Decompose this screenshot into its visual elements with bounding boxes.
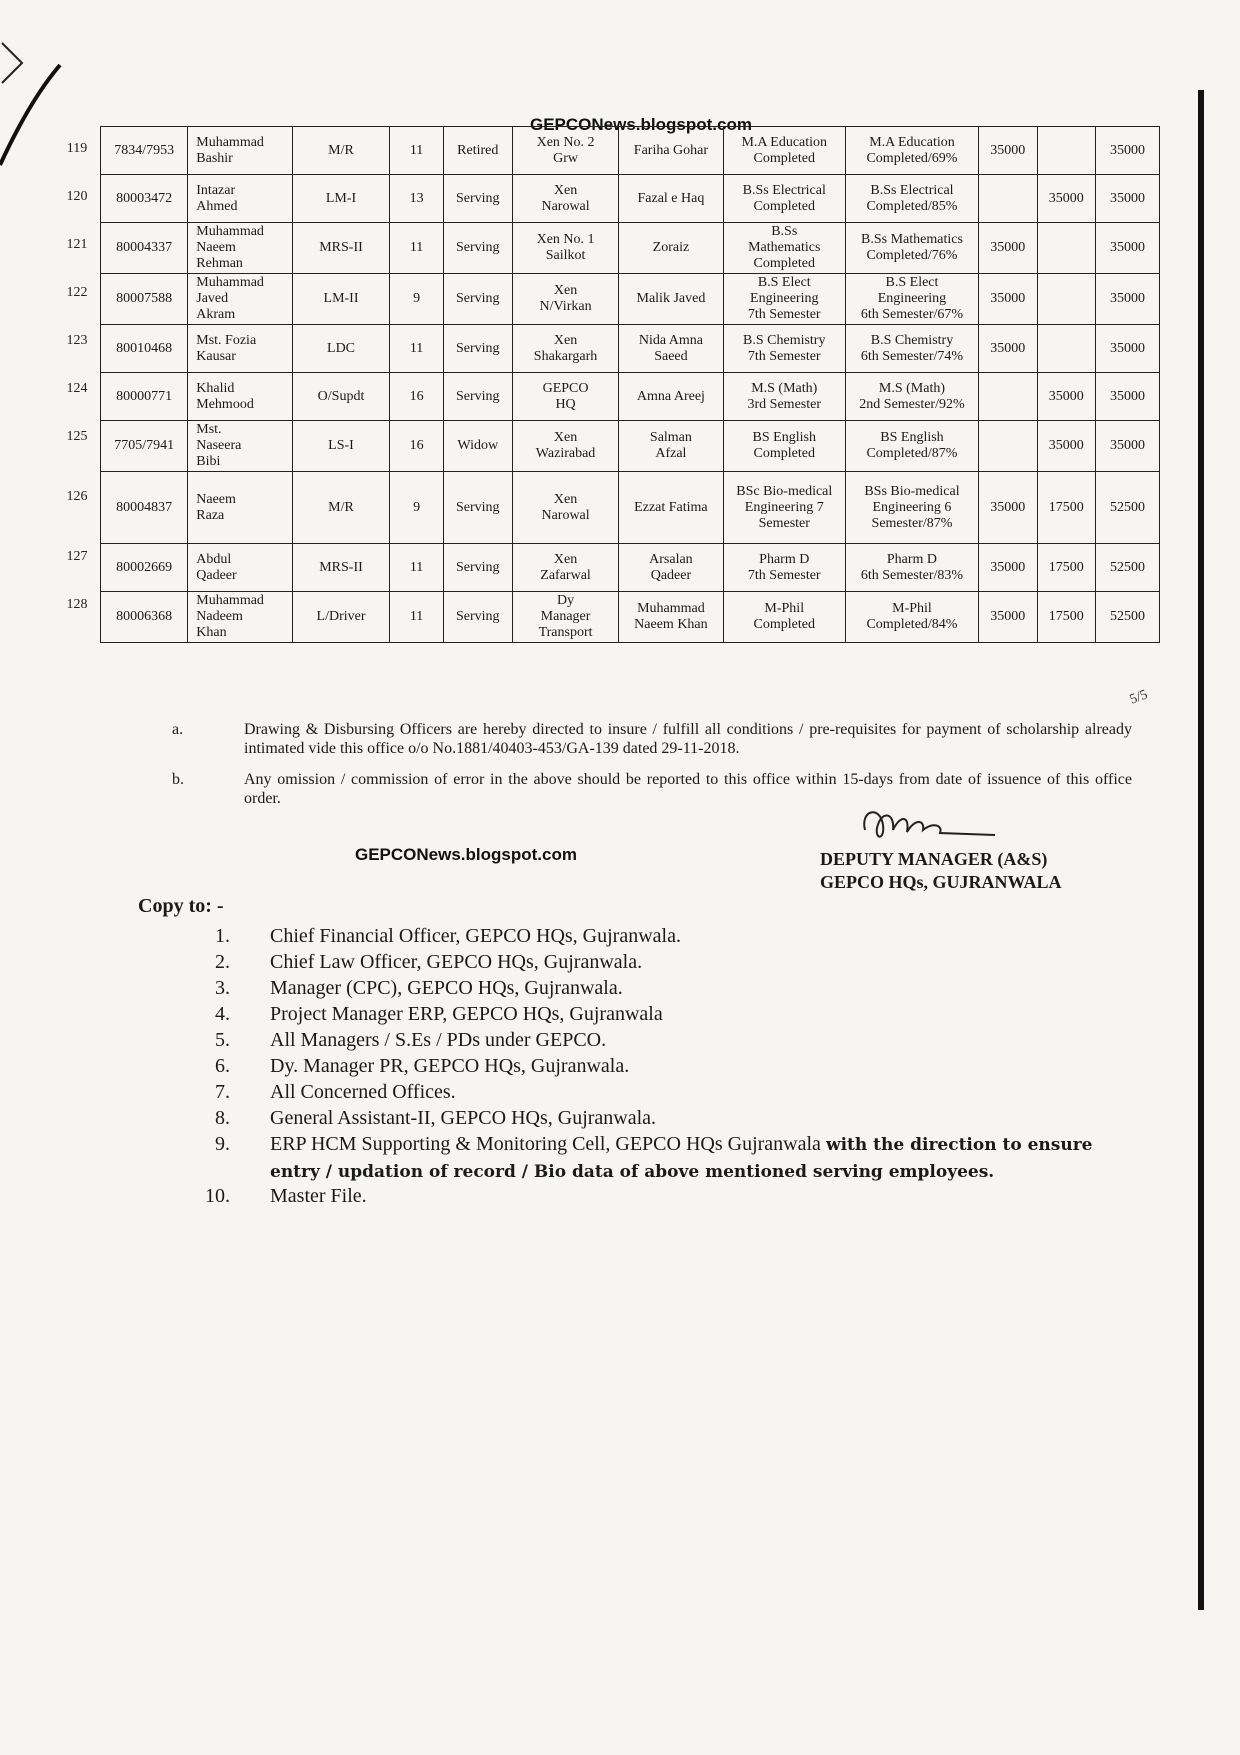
office: Xen Zafarwal xyxy=(512,544,618,592)
employee-name: Mst. Naseera Bibi xyxy=(188,421,292,472)
employee-code: 80006368 xyxy=(101,592,188,643)
watermark-middle: GEPCONews.blogspot.com xyxy=(355,845,577,864)
designation: L/Driver xyxy=(292,592,390,643)
scholarship-table xyxy=(100,126,1160,643)
amount-1: 35000 xyxy=(978,592,1037,643)
note-a xyxy=(172,720,1132,758)
child-name: Fariha Gohar xyxy=(619,127,723,175)
table-row xyxy=(101,127,1160,175)
office: Dy Manager Transport xyxy=(512,592,618,643)
row-number: 124 xyxy=(66,381,88,396)
amount-1: 35000 xyxy=(978,544,1037,592)
designation: LDC xyxy=(292,325,390,373)
total-amount: 35000 xyxy=(1096,127,1160,175)
qualification: BS English Completed xyxy=(723,421,845,472)
list-item: 3. Manager (CPC), GEPCO HQs, Gujranwala. xyxy=(215,977,623,999)
designation: M/R xyxy=(292,472,390,544)
child-name: Salman Afzal xyxy=(619,421,723,472)
employee-code: 80004837 xyxy=(101,472,188,544)
service-status: Serving xyxy=(443,592,512,643)
list-item-direction: with the direction to ensure entry / updation of record / Bio data of above mentioned serving employees. xyxy=(270,1135,1093,1182)
service-status: Serving xyxy=(443,175,512,223)
page-right-edge xyxy=(1198,90,1204,1610)
child-name: Amna Areej xyxy=(619,373,723,421)
row-number: 125 xyxy=(66,429,88,444)
designation: MRS-II xyxy=(292,223,390,274)
service-status: Serving xyxy=(443,223,512,274)
total-amount: 52500 xyxy=(1096,544,1160,592)
amount-1: 35000 xyxy=(978,223,1037,274)
list-item: 8. General Assistant-II, GEPCO HQs, Gujranwala. xyxy=(215,1107,657,1129)
total-amount: 52500 xyxy=(1096,472,1160,544)
designation: O/Supdt xyxy=(292,373,390,421)
office: Xen Shakargarh xyxy=(512,325,618,373)
table-row xyxy=(101,274,1160,325)
table-row xyxy=(101,421,1160,472)
employee-name: Khalid Mehmood xyxy=(188,373,292,421)
table-row xyxy=(101,325,1160,373)
total-amount: 35000 xyxy=(1096,325,1160,373)
amount-2 xyxy=(1037,223,1096,274)
amount-2: 17500 xyxy=(1037,472,1096,544)
list-item: 7. All Concerned Offices. xyxy=(215,1081,456,1103)
list-item-text: ERP HCM Supporting & Monitoring Cell, GEPCO HQs Gujranwala xyxy=(270,1133,821,1155)
total-amount: 35000 xyxy=(1096,223,1160,274)
employee-name: Mst. Fozia Kausar xyxy=(188,325,292,373)
employee-code: 80003472 xyxy=(101,175,188,223)
table-row xyxy=(101,373,1160,421)
signatory-block xyxy=(820,848,1062,894)
total-amount: 35000 xyxy=(1096,175,1160,223)
child-name: Ezzat Fatima xyxy=(619,472,723,544)
result: B.Ss Mathematics Completed/76% xyxy=(845,223,978,274)
list-item: 4. Project Manager ERP, GEPCO HQs, Gujranwala xyxy=(215,1003,663,1025)
qualification: BSc Bio-medical Engineering 7 Semester xyxy=(723,472,845,544)
employee-name: Muhammad Bashir xyxy=(188,127,292,175)
office: Xen No. 1 Sailkot xyxy=(512,223,618,274)
service-status: Serving xyxy=(443,274,512,325)
amount-2 xyxy=(1037,274,1096,325)
service-status: Serving xyxy=(443,325,512,373)
bps-grade: 11 xyxy=(390,544,443,592)
list-item: 6. Dy. Manager PR, GEPCO HQs, Gujranwala. xyxy=(215,1055,630,1077)
row-number: 122 xyxy=(66,285,88,300)
result: M.A Education Completed/69% xyxy=(845,127,978,175)
amount-1: 35000 xyxy=(978,274,1037,325)
child-name: Malik Javed xyxy=(619,274,723,325)
result: M.S (Math) 2nd Semester/92% xyxy=(845,373,978,421)
amount-2: 17500 xyxy=(1037,544,1096,592)
designation: LS-I xyxy=(292,421,390,472)
employee-name: Muhammad Javed Akram xyxy=(188,274,292,325)
note-text: Any omission / commission of error in the above should be reported to this office within 15-days from date of issuence of this office order. xyxy=(244,771,1132,807)
bps-grade: 16 xyxy=(390,373,443,421)
amount-1 xyxy=(978,373,1037,421)
qualification: M.A Education Completed xyxy=(723,127,845,175)
row-number: 121 xyxy=(66,237,88,252)
table-row xyxy=(101,223,1160,274)
designation: MRS-II xyxy=(292,544,390,592)
list-item: 5. All Managers / S.Es / PDs under GEPCO. xyxy=(215,1029,607,1051)
amount-1: 35000 xyxy=(978,127,1037,175)
list-item: 1. Chief Financial Officer, GEPCO HQs, Gujranwala. xyxy=(215,925,681,947)
amount-2 xyxy=(1037,127,1096,175)
bps-grade: 9 xyxy=(390,274,443,325)
list-item: 2. Chief Law Officer, GEPCO HQs, Gujranwala. xyxy=(215,951,643,973)
amount-1: 35000 xyxy=(978,325,1037,373)
result: B.S Chemistry 6th Semester/74% xyxy=(845,325,978,373)
employee-code: 7834/7953 xyxy=(101,127,188,175)
amount-2: 17500 xyxy=(1037,592,1096,643)
watermark-top: GEPCONews.blogspot.com xyxy=(530,115,752,134)
row-number: 126 xyxy=(66,489,88,504)
office: Xen Narowal xyxy=(512,472,618,544)
signature xyxy=(855,800,1005,846)
qualification: B.Ss Electrical Completed xyxy=(723,175,845,223)
total-amount: 35000 xyxy=(1096,421,1160,472)
employee-code: 80000771 xyxy=(101,373,188,421)
result: Pharm D 6th Semester/83% xyxy=(845,544,978,592)
table-row xyxy=(101,592,1160,643)
amount-1: 35000 xyxy=(978,472,1037,544)
result: M-Phil Completed/84% xyxy=(845,592,978,643)
row-number: 128 xyxy=(66,597,88,612)
service-status: Serving xyxy=(443,544,512,592)
qualification: B.S Chemistry 7th Semester xyxy=(723,325,845,373)
employee-code: 80007588 xyxy=(101,274,188,325)
row-number: 120 xyxy=(66,189,88,204)
amount-2: 35000 xyxy=(1037,175,1096,223)
table-row xyxy=(101,544,1160,592)
note-label: b. xyxy=(172,771,184,788)
row-number: 123 xyxy=(66,333,88,348)
result: B.S Elect Engineering 6th Semester/67% xyxy=(845,274,978,325)
note-text: Drawing & Disbursing Officers are hereby directed to insure / fulfill all conditions / pre-requisites for payment of scholarship already intimated vide this office o/o No.1881/40403-453/GA-139 dated 29-11-2018. xyxy=(244,721,1132,757)
employee-code: 80010468 xyxy=(101,325,188,373)
designation: LM-II xyxy=(292,274,390,325)
service-status: Serving xyxy=(443,472,512,544)
row-number: 119 xyxy=(66,141,88,156)
employee-name: Naeem Raza xyxy=(188,472,292,544)
bps-grade: 11 xyxy=(390,127,443,175)
copy-to-heading: Copy to: - xyxy=(138,895,224,917)
office: Xen No. 2 Grw xyxy=(512,127,618,175)
qualification: M-Phil Completed xyxy=(723,592,845,643)
employee-code: 80004337 xyxy=(101,223,188,274)
amount-1 xyxy=(978,421,1037,472)
handwritten-note: 5/5 xyxy=(1127,687,1150,708)
qualification: M.S (Math) 3rd Semester xyxy=(723,373,845,421)
result: B.Ss Electrical Completed/85% xyxy=(845,175,978,223)
total-amount: 52500 xyxy=(1096,592,1160,643)
qualification: B.S Elect Engineering 7th Semester xyxy=(723,274,845,325)
employee-name: Muhammad Nadeem Khan xyxy=(188,592,292,643)
amount-2: 35000 xyxy=(1037,421,1096,472)
employee-name: Muhammad Naeem Rehman xyxy=(188,223,292,274)
bps-grade: 11 xyxy=(390,592,443,643)
office: Xen Wazirabad xyxy=(512,421,618,472)
office: Xen N/Virkan xyxy=(512,274,618,325)
child-name: Fazal e Haq xyxy=(619,175,723,223)
office: GEPCO HQ xyxy=(512,373,618,421)
designation: M/R xyxy=(292,127,390,175)
copy-to-list xyxy=(190,923,1140,1209)
result: BSs Bio-medical Engineering 6 Semester/87% xyxy=(845,472,978,544)
child-name: Arsalan Qadeer xyxy=(619,544,723,592)
employee-code: 80002669 xyxy=(101,544,188,592)
result: BS English Completed/87% xyxy=(845,421,978,472)
amount-2 xyxy=(1037,325,1096,373)
total-amount: 35000 xyxy=(1096,373,1160,421)
child-name: Nida Amna Saeed xyxy=(619,325,723,373)
child-name: Muhammad Naeem Khan xyxy=(619,592,723,643)
amount-2: 35000 xyxy=(1037,373,1096,421)
employee-code: 7705/7941 xyxy=(101,421,188,472)
table-row xyxy=(101,472,1160,544)
total-amount: 35000 xyxy=(1096,274,1160,325)
amount-1 xyxy=(978,175,1037,223)
qualification: Pharm D 7th Semester xyxy=(723,544,845,592)
designation: LM-I xyxy=(292,175,390,223)
child-name: Zoraiz xyxy=(619,223,723,274)
service-status: Retired xyxy=(443,127,512,175)
bps-grade: 13 xyxy=(390,175,443,223)
bps-grade: 11 xyxy=(390,325,443,373)
bps-grade: 16 xyxy=(390,421,443,472)
service-status: Widow xyxy=(443,421,512,472)
row-number: 127 xyxy=(66,549,88,564)
employee-name: Abdul Qadeer xyxy=(188,544,292,592)
bps-grade: 9 xyxy=(390,472,443,544)
page-edge-curve xyxy=(0,60,70,180)
list-item: 9. ERP HCM Supporting & Monitoring Cell, GEPCO HQs Gujranwala with the direction to ensure entry / updation of record / Bio data of above mentioned serving employees. xyxy=(215,1133,1093,1182)
table-row xyxy=(101,175,1160,223)
bps-grade: 11 xyxy=(390,223,443,274)
signatory-office: GEPCO HQs, GUJRANWALA xyxy=(820,872,1062,892)
office: Xen Narowal xyxy=(512,175,618,223)
service-status: Serving xyxy=(443,373,512,421)
note-label: a. xyxy=(172,721,184,738)
signatory-title: DEPUTY MANAGER (A&S) xyxy=(820,849,1048,869)
qualification: B.Ss Mathematics Completed xyxy=(723,223,845,274)
employee-name: Intazar Ahmed xyxy=(188,175,292,223)
list-item: 10. Master File. xyxy=(205,1185,367,1207)
